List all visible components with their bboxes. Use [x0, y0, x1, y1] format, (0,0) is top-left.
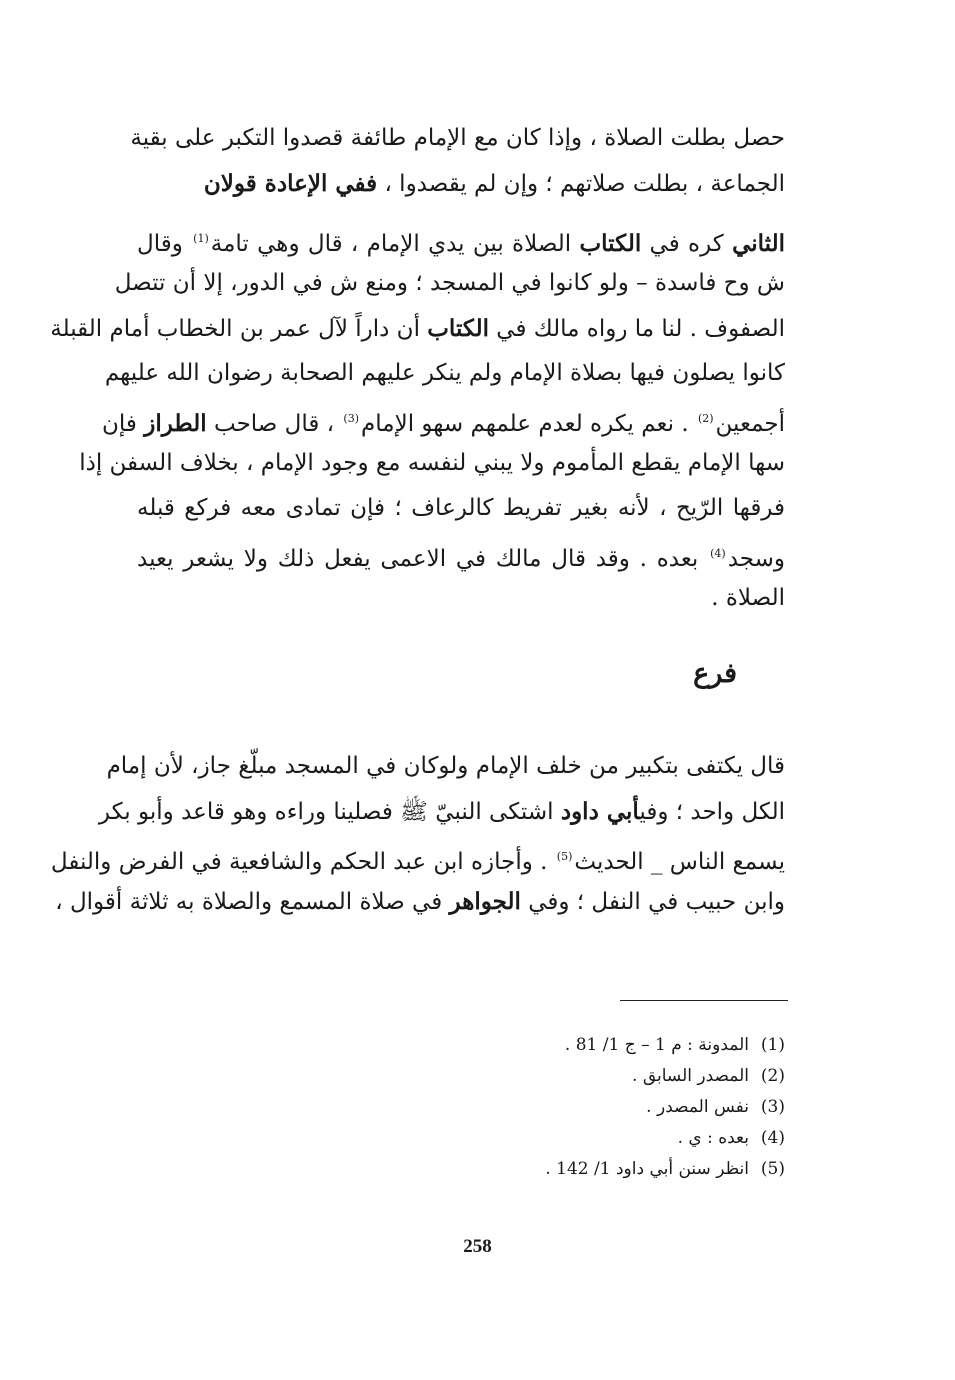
text-run: فإن — [102, 411, 145, 437]
text-line — [98, 789, 785, 834]
footnote-marker: (4) — [710, 547, 726, 560]
footnote-item — [545, 1061, 785, 1092]
text-line — [55, 879, 785, 924]
footnote-marker: (2) — [697, 412, 714, 425]
text-line: كانوا يصلون فيها بصلاة الإمام ولم ينكر عليهم الصحابة رضوان الله عليهم — [104, 360, 785, 386]
footnote-number: (3) — [760, 1097, 785, 1117]
bold-text: الطراز — [144, 410, 207, 437]
text-run: بعده . وقد قال مالك في الاعمى يفعل ذلك ولا يشعر يعيد — [137, 546, 709, 572]
text-run: في صلاة المسمع والصلاة به ثلاثة أقوال ، — [55, 889, 450, 915]
footnote-number: (4) — [760, 1128, 785, 1148]
text-line: فرقها الرّيح ، لأنه بغير تفريط كالرعاف ؛ فإن تمادى معه فركع قبله — [137, 495, 785, 521]
text-line: قال يكتفى بتكبير من خلف الإمام ولوكان في المسجد مبلّغ جاز، لأن إمام — [106, 753, 785, 779]
footnote-item — [545, 1154, 785, 1185]
text-run: وسجد — [727, 546, 785, 572]
footnote-marker: (3) — [343, 412, 360, 425]
bold-text: ففي الإعادة قولان — [203, 170, 378, 197]
text-run: الجماعة ، بطلت صلاتهم ؛ وإن لم يقصدوا ، — [377, 171, 785, 197]
text-run: . وأجازه ابن عبد الحكم والشافعية في الفرض والنفل — [50, 849, 555, 875]
text-line — [137, 216, 785, 261]
text-line — [137, 161, 785, 206]
text-line — [50, 834, 785, 879]
section-heading: فرع — [693, 658, 737, 689]
bold-text: الجواهر — [449, 888, 521, 915]
text-line — [50, 306, 785, 351]
footnote-text: انظر سنن أبي داود 1/ 142 . — [545, 1159, 749, 1179]
text-run: أن داراً لآل عمر بن الخطاب أمام القبلة — [50, 316, 428, 342]
footnotes — [545, 1030, 785, 1185]
footnote-number: (5) — [760, 1159, 785, 1179]
bold-text: الكتاب — [579, 230, 642, 257]
footnote-item — [545, 1092, 785, 1123]
footnote-marker: (5) — [556, 850, 573, 863]
footnote-number: (1) — [760, 1035, 785, 1055]
text-line — [102, 396, 785, 441]
paragraph-2 — [50, 216, 785, 621]
bold-text: الكتاب — [427, 315, 489, 342]
text-line: سها الإمام يقطع المأموم ولا يبني لنفسه مع وجود الإمام ، بخلاف السفن إذا — [79, 450, 785, 476]
footnote-item — [545, 1030, 785, 1061]
text-run: الكل واحد ؛ وفي — [639, 799, 785, 825]
footnote-item — [545, 1123, 785, 1154]
footnote-text: نفس المصدر . — [646, 1097, 749, 1117]
text-run: كره في — [641, 231, 733, 257]
footnote-marker: (1) — [193, 232, 209, 245]
bold-text: أبي داود — [560, 798, 640, 825]
footnote-separator — [620, 1000, 788, 1001]
text-run: أجمعين — [715, 411, 785, 437]
paragraph-1 — [130, 116, 785, 206]
footnote-number: (2) — [760, 1066, 785, 1086]
text-line: الصلاة . — [711, 585, 785, 611]
footnote-text: المصدر السابق . — [632, 1066, 749, 1086]
text-line: حصل بطلت الصلاة ، وإذا كان مع الإمام طائفة قصدوا التكبر على بقية — [130, 125, 785, 151]
page-number: 258 — [463, 1236, 492, 1257]
text-run: الصلاة بين يدي الإمام ، قال وهي تامة — [210, 231, 580, 257]
footnote-text: المدونة : م 1 – ج 1/ 81 . — [564, 1035, 749, 1055]
text-run: الصفوف . لنا ما رواه مالك في — [488, 316, 785, 342]
text-run: وابن حبيب في النفل ؛ وفي — [520, 889, 785, 915]
bold-text: الثاني — [732, 230, 785, 257]
text-run: يسمع الناس _ الحديث — [574, 849, 785, 875]
text-run: ، قال صاحب — [206, 411, 342, 437]
text-run: . نعم يكره لعدم علمهم سهو الإمام — [361, 411, 696, 437]
text-line — [137, 531, 785, 576]
text-line: ش وح فاسدة – ولو كانوا في المسجد ؛ ومنع ش في الدور، إلا أن تتصل — [114, 270, 785, 296]
paragraph-3 — [50, 744, 785, 924]
text-run: وقال — [137, 231, 192, 257]
footnote-text: بعده : ي . — [677, 1128, 749, 1148]
text-run: اشتكى النبيّ ﷺ فصلينا وراءه وهو قاعد وأبو بكر — [98, 799, 561, 825]
